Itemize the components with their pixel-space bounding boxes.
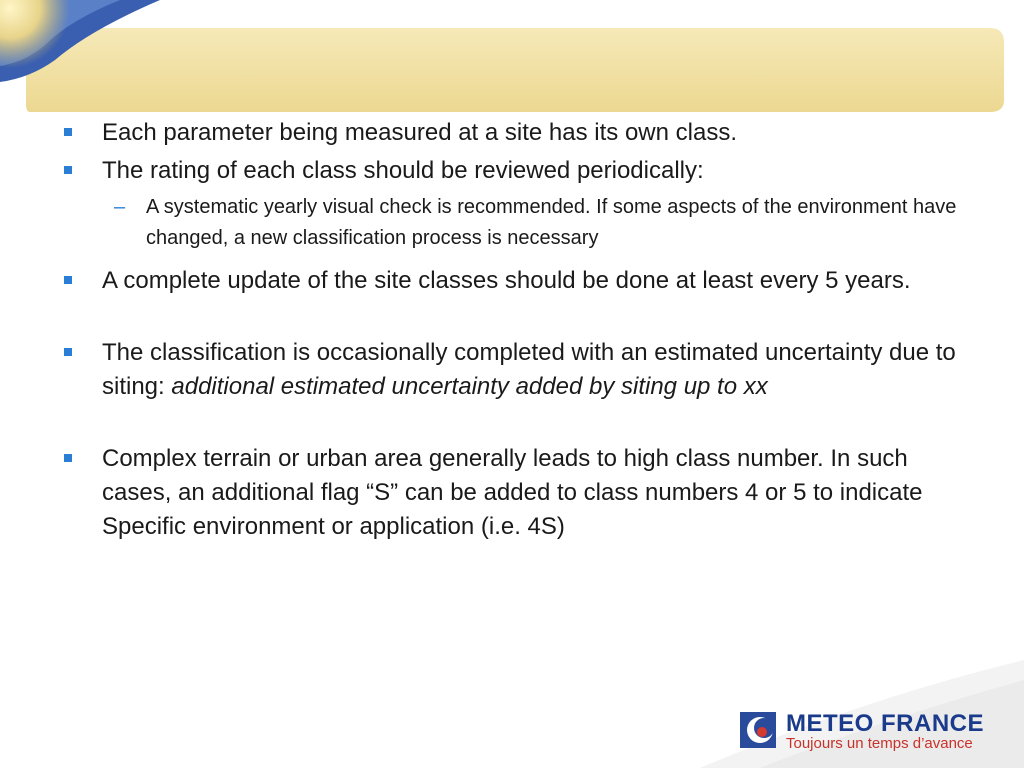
square-bullet-icon <box>64 276 72 284</box>
dash-bullet-icon: – <box>114 196 126 218</box>
bullet-item <box>62 264 962 298</box>
bullet-item <box>62 336 962 404</box>
logo-tagline: Toujours un temps d’avance <box>786 735 973 752</box>
slide-body <box>62 116 962 548</box>
square-bullet-icon <box>64 166 72 174</box>
header-decoration <box>0 0 1024 120</box>
bullet-item <box>62 116 962 150</box>
globe-logo-icon <box>740 712 776 748</box>
logo-name: METEO FRANCE <box>786 710 984 737</box>
bullet-text: The rating of each class should be reviewed periodically: <box>102 157 704 184</box>
bullet-item <box>62 154 962 188</box>
bullet-text: Complex terrain or urban area generally leads to high class number. In such cases, an additional flag “S” can be added to class numbers 4 or 5 to indicate Specific environment or application (i.e. 4S) <box>102 445 923 540</box>
bullet-text: A complete update of the site classes should be done at least every 5 years. <box>102 267 911 294</box>
square-bullet-icon <box>64 454 72 462</box>
sub-bullet-item <box>62 192 962 254</box>
square-bullet-icon <box>64 348 72 356</box>
bullet-item <box>62 442 962 544</box>
bullet-text: The classification is occasionally completed with an estimated uncertainty due to siting: <box>102 339 956 400</box>
square-bullet-icon <box>64 128 72 136</box>
meteo-france-logo <box>740 712 1010 752</box>
sub-bullet-text: A systematic yearly visual check is recommended. If some aspects of the environment have changed, a new classification process is necessary <box>146 196 957 249</box>
bullet-emphasis: additional estimated uncertainty added by siting up to xx <box>171 373 768 400</box>
bullet-text: Each parameter being measured at a site has its own class. <box>102 119 737 146</box>
